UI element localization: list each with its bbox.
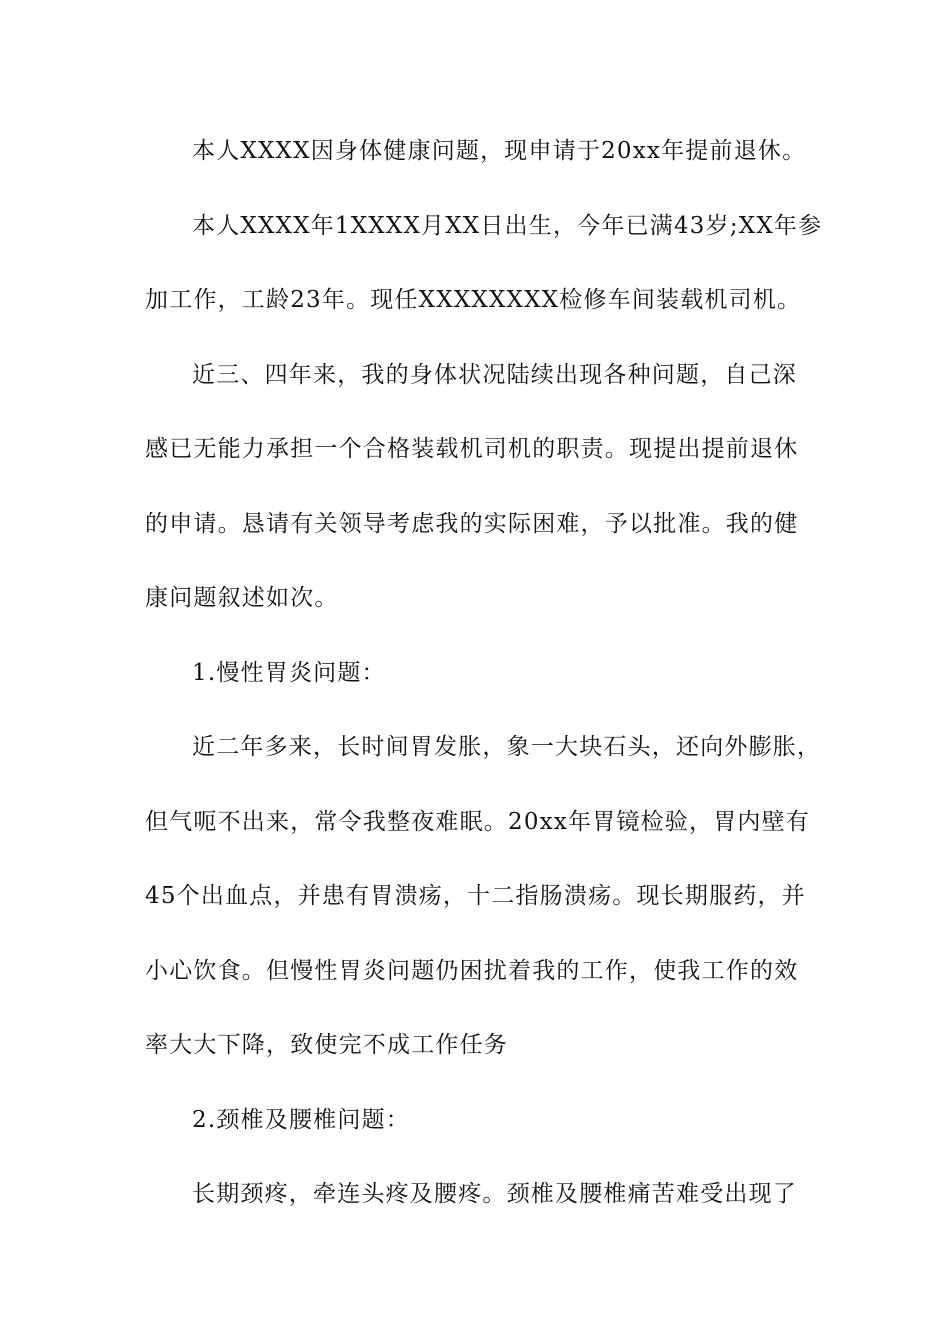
text-line: 率大大下降，致使完不成工作任务 xyxy=(145,1032,508,1058)
text-line: 小心饮食。但慢性胃炎问题仍困扰着我的工作，使我工作的效 xyxy=(145,957,799,984)
text-line: 近二年多来，长时间胃发胀，象一大块石头，还向外膨胀， xyxy=(192,734,822,760)
text-line: 本人XXXX因身体健康问题，现申请于20xx年提前退休。 xyxy=(192,138,807,164)
text-line: 感已无能力承担一个合格装载机司机的职责。现提出提前退休 xyxy=(145,436,799,462)
text-line: 但气呃不出来，常令我整夜难眠。20xx年胃镜检验，胃内壁有 xyxy=(145,808,811,835)
text-line: 近三、四年来，我的身体状况陆续出现各种问题，自己深 xyxy=(192,361,797,388)
section-heading: 1.慢性胃炎问题： xyxy=(192,659,386,686)
document-body xyxy=(145,114,825,1232)
section-heading: 2.颈椎及腰椎问题： xyxy=(192,1106,410,1133)
text-line: 长期颈疼，牵连头疼及腰疼。颈椎及腰椎痛苦难受出现了 xyxy=(192,1181,797,1207)
text-line: 45个出血点，并患有胃溃疡，十二指肠溃疡。现长期服药，并 xyxy=(145,883,806,909)
text-line: 康问题叙述如次。 xyxy=(145,585,339,611)
text-line: 本人XXXX年1XXXX月XX日出生，今年已满43岁;XX年参 xyxy=(192,212,823,239)
text-line: 的申请。恳请有关领导考虑我的实际困难，予以批准。我的健 xyxy=(145,510,799,537)
text-line: 加工作，工龄23年。现任XXXXXXXX检修车间装载机司机。 xyxy=(145,287,802,313)
